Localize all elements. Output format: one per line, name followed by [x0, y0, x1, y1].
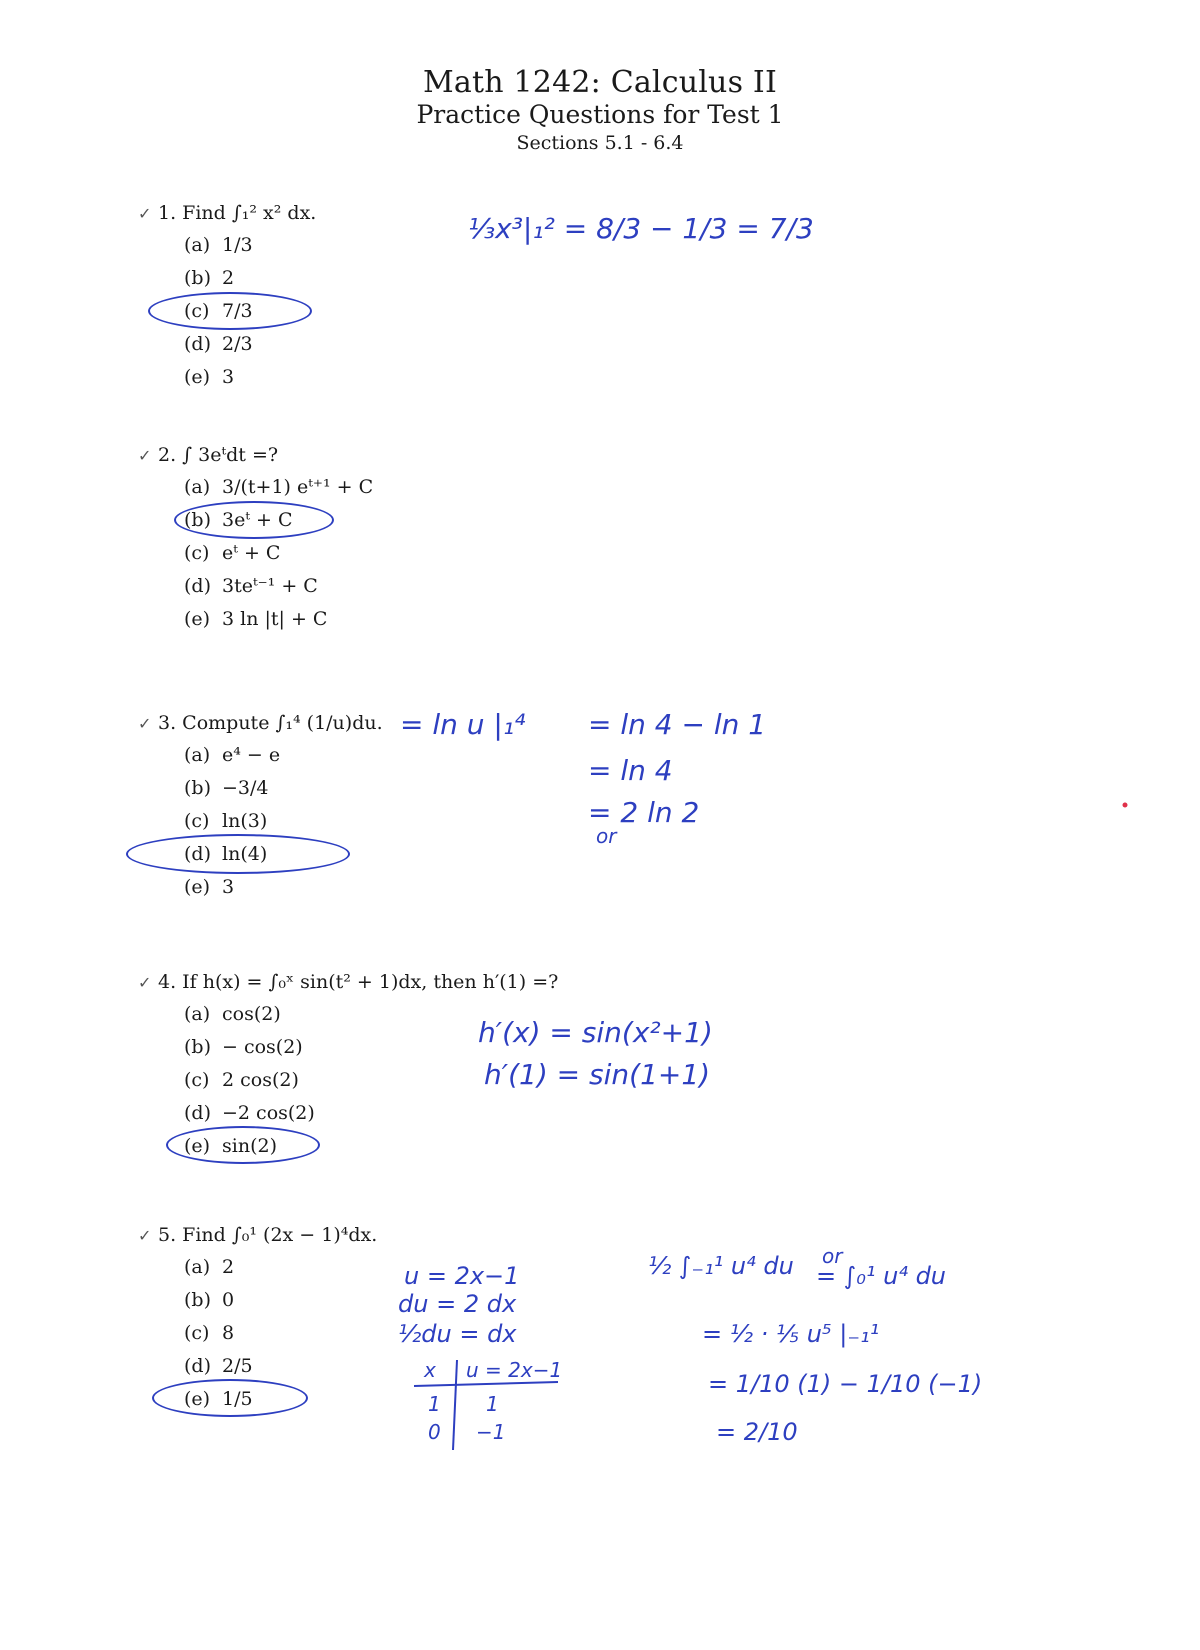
q3-work-line4: = 2 ln 2: [588, 796, 700, 829]
q3-work-line2: = ln 4 − ln 1: [588, 708, 767, 741]
option-a: (a) cos(2): [184, 1003, 281, 1025]
question-5: [138, 1220, 558, 1416]
q5-work-3: = 1/10 (1) − 1/10 (−1): [708, 1370, 983, 1398]
question-prompt: 1. Find ∫₁² x² dx.: [158, 202, 317, 224]
q3-work-line1: = ln u |₁⁴: [400, 708, 526, 741]
option-d: (d) 2/3: [184, 333, 253, 355]
option-e: (e) 3: [184, 876, 235, 898]
q5-table-r1-u: 1: [486, 1392, 499, 1416]
question-prompt: 5. Find ∫₀¹ (2x − 1)⁴dx.: [158, 1224, 378, 1246]
q3-work-line3: = ln 4: [588, 754, 673, 787]
q5-table-head-u: u = 2x−1: [466, 1358, 563, 1382]
check-mark-icon: ✓: [138, 714, 152, 733]
option-c: (c) ln(3): [184, 810, 268, 832]
check-mark-icon: ✓: [138, 204, 152, 223]
q5-table-r2-u: −1: [476, 1420, 506, 1444]
option-e: (e) 3 ln |t| + C: [184, 608, 328, 630]
q4-work-line2: h′(1) = sin(1+1): [484, 1058, 711, 1091]
q5-substitution-2: du = 2 dx: [398, 1290, 517, 1318]
q5-or-note: or: [822, 1244, 843, 1268]
option-a: (a) 3/(t+1) eᵗ⁺¹ + C: [184, 476, 374, 498]
option-b: (b) −3/4: [184, 777, 269, 799]
q5-work-1b: = ∫₀¹ u⁴ du: [816, 1262, 947, 1290]
q4-work-line1: h′(x) = sin(x²+1): [478, 1016, 713, 1049]
option-e: (e) 3: [184, 366, 235, 388]
option-a: (a) 2: [184, 1256, 235, 1278]
check-mark-icon: ✓: [138, 973, 152, 992]
option-a: (a) e⁴ − e: [184, 744, 281, 766]
q1-handwritten-work: ⅓x³|₁² = 8/3 − 1/3 = 7/3: [468, 212, 814, 245]
option-e: (e) 1/5: [138, 1383, 558, 1416]
q3-or-note: or: [596, 824, 617, 848]
q5-substitution-1: u = 2x−1: [404, 1262, 520, 1290]
q5-table-r2-x: 0: [428, 1420, 441, 1444]
option-c: (c) 2 cos(2): [184, 1069, 299, 1091]
check-mark-icon: ✓: [138, 1226, 152, 1245]
q5-substitution-3: ½du = dx: [398, 1320, 517, 1348]
sections-range: Sections 5.1 - 6.4: [516, 132, 684, 154]
option-b: (b) 3eᵗ + C: [138, 504, 558, 537]
stray-mark: [1123, 803, 1128, 808]
option-e: (e) sin(2): [138, 1130, 698, 1163]
q5-work-2: = ½ · ⅕ u⁵ |₋₁¹: [702, 1320, 880, 1348]
question-prompt: 4. If h(x) = ∫₀ˣ sin(t² + 1)dx, then h′(1) =?: [158, 971, 559, 993]
option-d: (d) ln(4): [138, 838, 558, 871]
option-c: (c) eᵗ + C: [184, 542, 281, 564]
option-c: (c) 8: [184, 1322, 235, 1344]
question-2: [138, 440, 558, 636]
page-title: Math 1242: Calculus II: [422, 65, 777, 100]
header: [0, 66, 1200, 156]
q5-table-head-x: x: [424, 1358, 436, 1382]
q5-work-4: = 2/10: [716, 1418, 798, 1446]
question-prompt: 2. ∫ 3eᵗdt =?: [158, 444, 279, 466]
question-prompt: 3. Compute ∫₁⁴ (1/u)du.: [158, 712, 383, 734]
option-d: (d) 3teᵗ⁻¹ + C: [184, 575, 318, 597]
q5-work-1: ½ ∫₋₁¹ u⁴ du: [648, 1252, 794, 1280]
option-a: (a) 1/3: [184, 234, 253, 256]
option-d: (d) −2 cos(2): [184, 1102, 315, 1124]
option-d: (d) 2/5: [184, 1355, 253, 1377]
q5-table-r1-x: 1: [428, 1392, 441, 1416]
option-b: (b) − cos(2): [184, 1036, 303, 1058]
check-mark-icon: ✓: [138, 446, 152, 465]
option-b: (b) 2: [184, 267, 235, 289]
option-c: (c) 7/3: [138, 295, 558, 328]
page-subtitle: Practice Questions for Test 1: [416, 100, 784, 129]
option-b: (b) 0: [184, 1289, 235, 1311]
